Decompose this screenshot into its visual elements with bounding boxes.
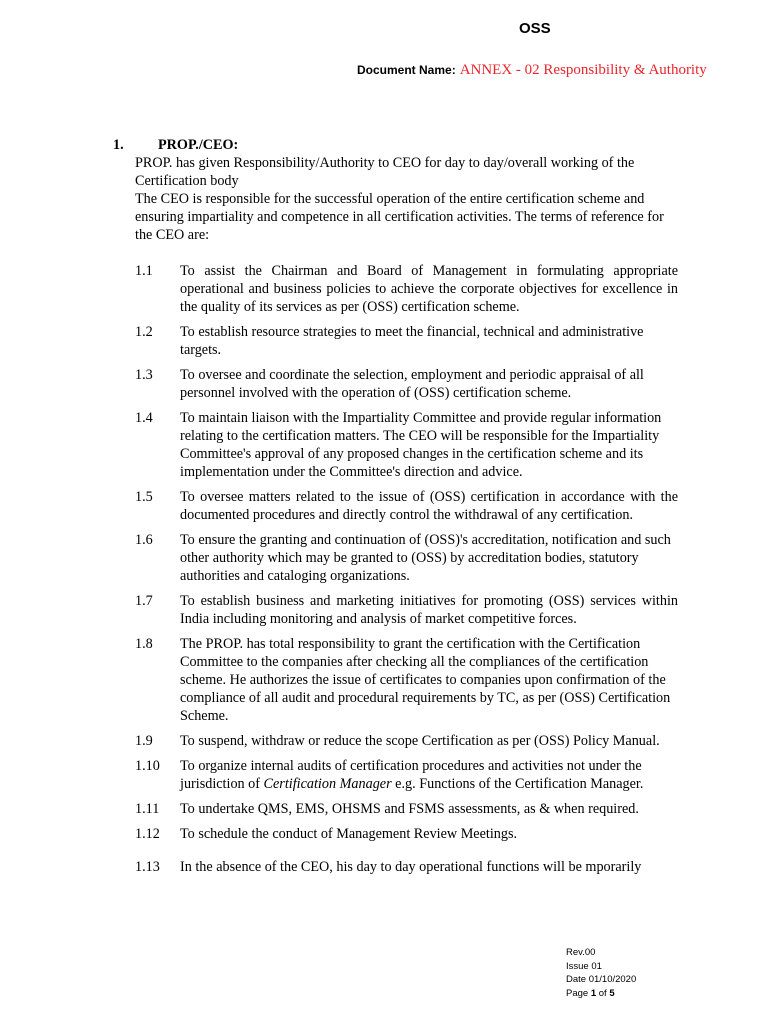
item-text: To suspend, withdraw or reduce the scope Certification as per (OSS) Policy Manual.: [180, 733, 660, 749]
list-item: [135, 858, 678, 876]
item-text: To establish business and marketing initiatives for promoting (OSS) services within India including monitoring and analysis of market competitive forces.: [180, 593, 678, 627]
section-title: PROP./CEO:: [158, 137, 239, 153]
list-item: [135, 732, 678, 750]
item-text: To establish resource strategies to meet the financial, technical and administrative targets.: [180, 324, 644, 358]
list-item: [135, 800, 678, 818]
header-org-name: OSS: [519, 20, 551, 37]
list-item: [135, 635, 678, 725]
page-current: 1: [590, 987, 597, 999]
item-number: 1.4: [135, 410, 153, 426]
list-item: [135, 323, 678, 359]
document-name-value: ANNEX - 02 Responsibility & Authority: [459, 62, 707, 78]
item-text-part: To organize internal audits of certification procedures and activities not under the jurisdiction of: [180, 758, 642, 792]
item-text: To ensure the granting and continuation of (OSS)'s accreditation, notification and such other authority which may be granted to (OSS) by accreditation bodies, statutory authorities and cataloging organizations.: [180, 532, 671, 584]
item-number: 1.1: [135, 263, 153, 279]
section-intro-1: PROP. has given Responsibility/Authority to CEO for day to day/overall working of the Certification body: [135, 155, 635, 189]
item-number: 1.7: [135, 593, 153, 609]
responsibility-list: [135, 262, 678, 876]
item-number: 1.3: [135, 367, 153, 383]
section-prop-ceo: [113, 136, 678, 883]
item-number: 1.13: [135, 859, 160, 875]
section-number: 1.: [113, 137, 124, 153]
item-text: To maintain liaison with the Impartiality Committee and provide regular information relating to the certification matters. The CEO will be responsible for the Impartiality Committee's approval of any proposed changes in the certification scheme and its implementation under the Committee's direction and advice.: [180, 410, 662, 480]
item-text-part: e.g. Functions of the Certification Manager.: [391, 776, 644, 792]
item-text: To undertake QMS, EMS, OHSMS and FSMS assessments, as & when required.: [180, 801, 639, 817]
item-text-italic: Certification Manager: [263, 776, 392, 792]
item-text: To oversee and coordinate the selection, employment and periodic appraisal of all personnel involved with the operation of (OSS) certification scheme.: [180, 367, 644, 401]
list-item: [135, 366, 678, 402]
item-text: In the absence of the CEO, his day to day operational functions will be mporarily: [180, 859, 642, 875]
item-text: The PROP. has total responsibility to grant the certification with the Certification Committee to the companies after checking all the compliances of the certification scheme. He authorizes the issue of certificates to companies upon confirmation of the compliance of all audit and procedural requirements by TC, as per (OSS) Certification Scheme.: [180, 636, 671, 724]
footer-page: [566, 987, 636, 1001]
document-name: [357, 61, 707, 79]
footer-issue: Issue 01: [566, 960, 602, 972]
list-item: [135, 409, 678, 481]
page-total: 5: [609, 987, 615, 999]
item-number: 1.8: [135, 636, 153, 652]
item-number: 1.5: [135, 489, 153, 505]
item-text: To assist the Chairman and Board of Management in formulating appropriate operational and business policies to achieve the corporate objectives for excellence in the quality of its services as per (OSS) certification scheme.: [180, 263, 678, 315]
item-number: 1.2: [135, 324, 153, 340]
list-item: [135, 825, 678, 843]
list-item: [135, 262, 678, 316]
list-item: [135, 488, 678, 524]
list-item: [135, 757, 678, 793]
item-text: To oversee matters related to the issue of (OSS) certification in accordance with the documented procedures and directly control the withdrawal of any certification.: [180, 489, 678, 523]
list-item: [135, 531, 678, 585]
item-text: To schedule the conduct of Management Review Meetings.: [180, 826, 518, 842]
item-text: [180, 757, 678, 793]
item-number: 1.10: [135, 758, 160, 774]
item-number: 1.9: [135, 733, 153, 749]
footer-rev: Rev.00: [566, 947, 596, 958]
page-of: of: [596, 987, 610, 999]
footer-date: Date 01/10/2020: [566, 974, 637, 985]
list-item: [135, 592, 678, 628]
item-number: 1.11: [135, 801, 160, 817]
item-number: 1.12: [135, 826, 160, 842]
item-number: 1.6: [135, 532, 153, 548]
page-label: Page: [566, 987, 591, 999]
document-name-label: Document Name:: [357, 63, 456, 77]
section-intro-2: The CEO is responsible for the successful operation of the entire certification scheme and ensuring impartiality and competence in all certification activities. The terms of reference for the CEO are:: [135, 191, 664, 243]
section-heading: [113, 136, 678, 154]
revision-footer: [566, 946, 636, 1000]
